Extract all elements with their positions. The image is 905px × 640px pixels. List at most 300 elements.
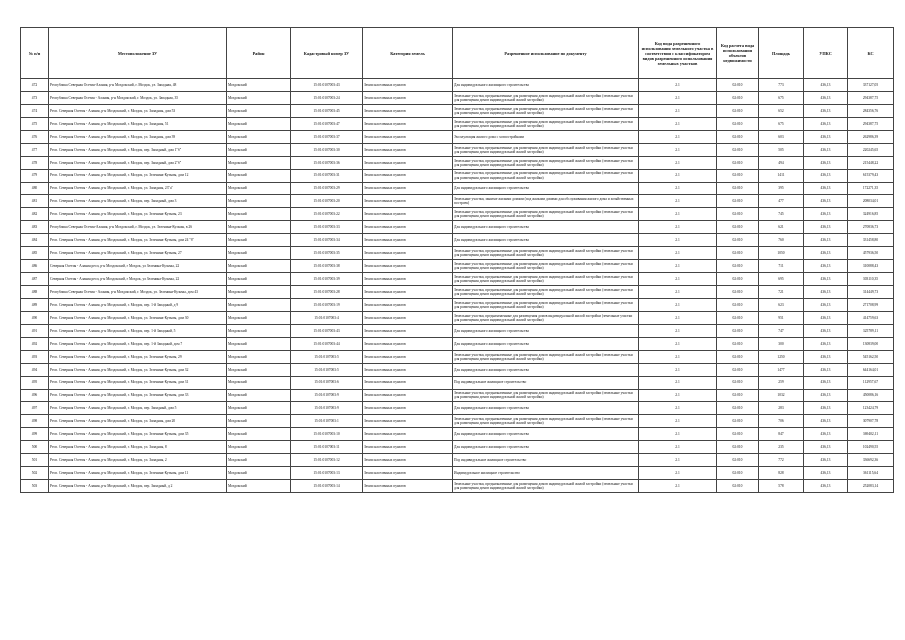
cell-district: Моздокский — [227, 467, 291, 480]
cell-district: Моздокский — [227, 182, 291, 195]
cell-cadastral-number: 15:01:0107003:34 — [291, 234, 363, 247]
cell-number: 496 — [21, 389, 49, 402]
cell-upks: 436,13 — [804, 195, 848, 208]
cell-ks: 414759,63 — [848, 311, 894, 324]
cell-ks: 336692,36 — [848, 454, 894, 467]
table-row — [21, 376, 894, 389]
cell-location: Респ. Северная Осетия - Алания, р-н Моздокский, г. Моздок, пер. Западный, дом 3 — [49, 195, 227, 208]
cell-location: Северная Осетия - Алания респ, р-н Моздокский, г Моздок, ул Зеленина-Кузьмы, 22 — [49, 273, 227, 286]
cell-land-category: Земли населенных пунктов — [363, 389, 453, 402]
cell-ks: 307907,78 — [848, 415, 894, 428]
cell-permitted-use: Под индивидуальное жилищное строительство — [453, 376, 639, 389]
cell-use-code: 2.1 — [639, 234, 717, 247]
document-sheet — [20, 27, 893, 493]
cell-use-code: 2.1 — [639, 79, 717, 92]
cell-use-code: 2.1 — [639, 143, 717, 156]
cell-area: 1032 — [759, 389, 804, 402]
cell-use-code: 2.1 — [639, 337, 717, 350]
cell-upks: 436,13 — [804, 363, 848, 376]
cell-number: 489 — [21, 298, 49, 311]
cell-number: 483 — [21, 221, 49, 234]
cell-district: Моздокский — [227, 221, 291, 234]
cell-area: 847 — [759, 428, 804, 441]
cell-cadastral-number: 15:01:0107003:14 — [291, 480, 363, 493]
cell-permitted-use: Под индивидуальное жилищное строительство — [453, 454, 639, 467]
header-number: № п/п — [21, 28, 49, 79]
cell-use-code: 2.1 — [639, 350, 717, 363]
table-row — [21, 221, 894, 234]
table-row — [21, 337, 894, 350]
cell-cadastral-number: 15:01:0107003:36 — [291, 156, 363, 169]
cell-area: 621 — [759, 221, 804, 234]
cell-number: 479 — [21, 169, 49, 182]
cell-ks: 271708,99 — [848, 298, 894, 311]
cell-upks: 436,13 — [804, 415, 848, 428]
cell-land-category: Земли населенных пунктов — [363, 156, 453, 169]
header-cadastral-number: Кадастровый номер ЗУ — [291, 28, 363, 79]
table-row — [21, 311, 894, 324]
cell-district: Моздокский — [227, 130, 291, 143]
header-ks: КС — [848, 28, 894, 79]
cell-location: Респ. Северная Осетия - Алания, р-н Моздокский, г. Моздок, ул. Зеленина-Кузьмы, дом 24 "б" — [49, 234, 227, 247]
cell-area: 675 — [759, 91, 804, 104]
cell-land-category: Земли населенных пунктов — [363, 195, 453, 208]
cell-location: Республика Северная Осетия - Алания, р-н Моздокский, г. Моздок, ул. Зеленина-Кузьмы, дом 43 — [49, 286, 227, 299]
cell-cadastral-number: 15:01:0107003:9 — [291, 389, 363, 402]
cell-cadastral-number: 15:01:0107003:24 — [291, 91, 363, 104]
cell-area: 477 — [759, 195, 804, 208]
cell-area: 494 — [759, 156, 804, 169]
cell-calc-code: 02:010 — [717, 337, 759, 350]
cell-calc-code: 02:010 — [717, 467, 759, 480]
cell-district: Моздокский — [227, 389, 291, 402]
cell-number: 481 — [21, 195, 49, 208]
table-row — [21, 389, 894, 402]
cell-calc-code: 02:010 — [717, 454, 759, 467]
cell-district: Моздокский — [227, 143, 291, 156]
cell-upks: 436,13 — [804, 350, 848, 363]
cell-calc-code: 02:010 — [717, 415, 759, 428]
cell-land-category: Земли населенных пунктов — [363, 208, 453, 221]
cell-location: Респ. Северная Осетия - Алания, р-н Моздокский, г. Моздок, пер. Западный, дом 2"б" — [49, 156, 227, 169]
cell-location: Респ. Северная Осетия - Алания, р-н Моздокский, г. Моздок, ул. Зеленина-Кузьмы, дом 11 — [49, 467, 227, 480]
cell-area: 706 — [759, 415, 804, 428]
cell-district: Моздокский — [227, 117, 291, 130]
cell-district: Моздокский — [227, 454, 291, 467]
cell-land-category: Земли населенных пунктов — [363, 143, 453, 156]
cell-permitted-use: Для индивидуального жилищного строительства — [453, 402, 639, 415]
cell-use-code: 2.1 — [639, 117, 717, 130]
cell-area: 1050 — [759, 247, 804, 260]
cell-area: 828 — [759, 467, 804, 480]
cell-use-code: 2.1 — [639, 156, 717, 169]
cell-use-code: 2.1 — [639, 182, 717, 195]
cell-ks: 361115,64 — [848, 467, 894, 480]
cell-area: 951 — [759, 311, 804, 324]
cell-use-code: 2.1 — [639, 324, 717, 337]
cell-use-code: 2.1 — [639, 286, 717, 299]
cell-permitted-use: Земельные участки, предназначенные для размещения домов индивидуальной жилой застройки (земельные участки для размещения домов индивидуальной жилой застройки) — [453, 104, 639, 117]
header-land-category: Категория земель — [363, 28, 453, 79]
cell-cadastral-number: 15:01:0107003:6 — [291, 376, 363, 389]
cell-district: Моздокский — [227, 311, 291, 324]
cell-upks: 436,13 — [804, 389, 848, 402]
cell-use-code: 2.1 — [639, 454, 717, 467]
table-row — [21, 182, 894, 195]
cell-permitted-use: Земельные участки, предназначенные для размещения домов индивидуальной жилой застройки (земельные участки для размещения домов индивидуальной жилой застройки) — [453, 480, 639, 493]
cell-district: Моздокский — [227, 298, 291, 311]
cell-area: 773 — [759, 79, 804, 92]
cell-location: Респ. Северная Осетия - Алания, р-н Моздокский, г. Моздок, ул. Зеленина-Кузьмы, дом 35 — [49, 428, 227, 441]
cell-upks: 436,13 — [804, 247, 848, 260]
table-row — [21, 441, 894, 454]
cell-use-code: 2.1 — [639, 311, 717, 324]
cell-area: 395 — [759, 182, 804, 195]
cell-cadastral-number: 15:01:0107003:10 — [291, 428, 363, 441]
cell-district: Моздокский — [227, 402, 291, 415]
cell-calc-code: 02:010 — [717, 376, 759, 389]
cell-location: Республика Северная Осетия-Алания, р-н Моздокский, г. Моздок, ул. Западная, 48 — [49, 79, 227, 92]
cell-location: Респ. Северная Осетия - Алания, р-н Моздокский, г. Моздок, пер. Западный, дом 1"б" — [49, 143, 227, 156]
cell-calc-code: 02:010 — [717, 480, 759, 493]
cell-district: Моздокский — [227, 169, 291, 182]
cell-district: Моздокский — [227, 208, 291, 221]
cell-ks: 615379,43 — [848, 169, 894, 182]
cell-location: Респ. Северная Осетия - Алания, р-н Моздокский, г. Моздок, ул. Западная, 51 — [49, 117, 227, 130]
cell-district: Моздокский — [227, 104, 291, 117]
cell-upks: 436,13 — [804, 130, 848, 143]
cell-use-code: 2.1 — [639, 130, 717, 143]
cell-permitted-use: Земельные участки, предназначенные для размещения домов индивидуальной жилой застройки (земельные участки для размещения домов индивидуальной жилой застройки) — [453, 169, 639, 182]
cell-upks: 436,13 — [804, 311, 848, 324]
table-row — [21, 234, 894, 247]
cell-land-category: Земли населенных пунктов — [363, 260, 453, 273]
cell-use-code: 2.1 — [639, 221, 717, 234]
cell-cadastral-number: 15:01:0107003:13 — [291, 467, 363, 480]
cell-land-category: Земли населенных пунктов — [363, 428, 453, 441]
table-row — [21, 480, 894, 493]
cell-permitted-use: Земельные участки, предназначенные для размещения домов индивидуальной жилой застройки (земельные участки для размещения домов индивидуальной жилой застройки) — [453, 91, 639, 104]
cell-cadastral-number: 15:01:0107003:30 — [291, 143, 363, 156]
cell-land-category: Земли населенных пунктов — [363, 247, 453, 260]
cell-upks: 436,13 — [804, 91, 848, 104]
cell-number: 492 — [21, 337, 49, 350]
cell-cadastral-number: 15:01:0107003:9 — [291, 402, 363, 415]
cell-land-category: Земли населенных пунктов — [363, 91, 453, 104]
cell-cadastral-number: 15:01:0107003:44 — [291, 337, 363, 350]
cell-location: Респ. Северная Осетия - Алания, р-н Моздокский, г. Моздок, ул. Западная, дом 20 — [49, 415, 227, 428]
cell-cadastral-number: 15:01:0107003:43 — [291, 79, 363, 92]
cell-calc-code: 02:010 — [717, 311, 759, 324]
table-row — [21, 91, 894, 104]
cell-cadastral-number: 15:01:0107003:33 — [291, 221, 363, 234]
table-row — [21, 195, 894, 208]
cell-ks: 215448,22 — [848, 156, 894, 169]
cell-district: Моздокский — [227, 79, 291, 92]
cell-ks: 324916,85 — [848, 208, 894, 221]
cell-land-category: Земли населенных пунктов — [363, 169, 453, 182]
cell-permitted-use: Для индивидуального жилищного строительства — [453, 221, 639, 234]
table-row — [21, 467, 894, 480]
table-row — [21, 363, 894, 376]
header-use-code: Код вида разрешенного использования земельного участка в соответствии с классификатором видов разрешенного использования земельных участков — [639, 28, 717, 79]
cell-calc-code: 02:010 — [717, 350, 759, 363]
cell-cadastral-number: 15:01:0107003:29 — [291, 182, 363, 195]
table-row — [21, 104, 894, 117]
cell-permitted-use: Для индивидуального жилищного строительства — [453, 337, 639, 350]
cell-ks: 294387,75 — [848, 91, 894, 104]
cell-land-category: Земли населенных пунктов — [363, 337, 453, 350]
cell-number: 472 — [21, 79, 49, 92]
cell-permitted-use: Для индивидуального жилищного строительства — [453, 363, 639, 376]
cell-upks: 436,13 — [804, 143, 848, 156]
cell-calc-code: 02:010 — [717, 130, 759, 143]
cell-location: Респ. Северная Осетия - Алания, р-н Моздокский, г. Моздок, ул. Зеленина-Кузьмы, дом 12 — [49, 169, 227, 182]
cell-calc-code: 02:010 — [717, 79, 759, 92]
cell-cadastral-number: 15:01:0107003:45 — [291, 104, 363, 117]
cell-upks: 436,13 — [804, 156, 848, 169]
cell-number: 480 — [21, 182, 49, 195]
cell-district: Моздокский — [227, 195, 291, 208]
cell-land-category: Земли населенных пунктов — [363, 286, 453, 299]
cell-district: Моздокский — [227, 363, 291, 376]
cell-area: 675 — [759, 117, 804, 130]
cell-number: 476 — [21, 130, 49, 143]
cell-number: 478 — [21, 156, 49, 169]
cell-area: 1250 — [759, 350, 804, 363]
cell-permitted-use: Индивидуальное жилищное строительство — [453, 467, 639, 480]
cell-cadastral-number: 15:01:0107003:22 — [291, 208, 363, 221]
cell-upks: 436,13 — [804, 298, 848, 311]
table-row — [21, 208, 894, 221]
cell-district: Моздокский — [227, 480, 291, 493]
cell-upks: 436,13 — [804, 480, 848, 493]
cell-district: Моздокский — [227, 91, 291, 104]
header-location: Местоположение ЗУ — [49, 28, 227, 79]
cell-location: Респ. Северная Осетия - Алания, р-н Моздокский, г. Моздок, ул. Западная, 2 — [49, 454, 227, 467]
cell-ks: 303110,35 — [848, 273, 894, 286]
cell-cadastral-number: 15:01:0107003:5 — [291, 350, 363, 363]
cell-permitted-use: Земельные участки, предназначенные для размещения домов индивидуальной жилой застройки (земельные участки для размещения домов индивидуальной жилой застройки) — [453, 143, 639, 156]
cell-use-code: 2.1 — [639, 415, 717, 428]
cell-location: Республика Северная Осетия - Алания, р-н Моздокский, г. Моздок, ул. Западная, 35 — [49, 91, 227, 104]
cadastral-value-table — [20, 27, 894, 493]
cell-land-category: Земли населенных пунктов — [363, 311, 453, 324]
table-row — [21, 79, 894, 92]
header-area: Площадь — [759, 28, 804, 79]
cell-district: Моздокский — [227, 415, 291, 428]
cell-calc-code: 02:010 — [717, 260, 759, 273]
cell-permitted-use: Земельные участки, предназначенные для размещения домов индивидуальной жилой застройки (земельные участки для размещения домов индивидуальной жилой застройки) — [453, 415, 639, 428]
cell-area: 747 — [759, 324, 804, 337]
cell-ks: 294387,75 — [848, 117, 894, 130]
cell-permitted-use: Для индивидуального жилищного строительства — [453, 182, 639, 195]
cell-ks: 123424,79 — [848, 402, 894, 415]
cell-upks: 436,13 — [804, 441, 848, 454]
cell-upks: 436,13 — [804, 273, 848, 286]
cell-upks: 436,13 — [804, 221, 848, 234]
cell-permitted-use: Земельные участки, предназначенные для размещения домов индивидуальной жилой застройки (земельные участки для размещения домов индивидуальной жилой застройки) — [453, 286, 639, 299]
cell-location: Респ. Северная Осетия - Алания, р-н Моздокский, г. Моздок, ул. Западная, 8 — [49, 441, 227, 454]
cell-upks: 436,13 — [804, 454, 848, 467]
cell-area: 1477 — [759, 363, 804, 376]
cell-number: 495 — [21, 376, 49, 389]
cell-permitted-use: Земельные участки, занятые жилыми домами (под жилыми домами для обслуживания жилого дома и хозяйственных построек) — [453, 195, 639, 208]
cell-area: 259 — [759, 376, 804, 389]
cell-use-code: 2.1 — [639, 467, 717, 480]
cell-area: 760 — [759, 234, 804, 247]
cell-number: 490 — [21, 311, 49, 324]
cell-permitted-use: Земельные участки, предназначенные для размещения домов индивидуальной жилой застройки (земельные участки для размещения домов индивидуальной жилой застройки) — [453, 350, 639, 363]
table-row — [21, 415, 894, 428]
cell-calc-code: 02:010 — [717, 389, 759, 402]
cell-upks: 436,13 — [804, 79, 848, 92]
cell-calc-code: 02:010 — [717, 428, 759, 441]
cell-use-code: 2.1 — [639, 402, 717, 415]
cell-use-code: 2.1 — [639, 169, 717, 182]
cell-area: 623 — [759, 298, 804, 311]
cell-use-code: 2.1 — [639, 441, 717, 454]
cell-upks: 436,13 — [804, 260, 848, 273]
cell-land-category: Земли населенных пунктов — [363, 273, 453, 286]
cell-land-category: Земли населенных пунктов — [363, 324, 453, 337]
cell-number: 473 — [21, 91, 49, 104]
cell-ks: 102490,55 — [848, 441, 894, 454]
cell-ks: 331458,80 — [848, 234, 894, 247]
cell-land-category: Земли населенных пунктов — [363, 117, 453, 130]
cell-number: 503 — [21, 480, 49, 493]
cell-calc-code: 02:010 — [717, 195, 759, 208]
cell-permitted-use: Земельные участки, предназначенные для размещения домов индивидуальной жилой застройки (земельные участки для размещения домов индивидуальной жилой застройки) — [453, 117, 639, 130]
cell-land-category: Земли населенных пунктов — [363, 454, 453, 467]
cell-calc-code: 02:010 — [717, 104, 759, 117]
cell-calc-code: 02:010 — [717, 221, 759, 234]
cell-number: 488 — [21, 286, 49, 299]
cell-calc-code: 02:010 — [717, 273, 759, 286]
cell-area: 300 — [759, 337, 804, 350]
cell-cadastral-number: 15:01:0107003:1 — [291, 415, 363, 428]
cell-area: 578 — [759, 480, 804, 493]
cell-ks: 369402,11 — [848, 428, 894, 441]
cell-calc-code: 02:010 — [717, 156, 759, 169]
cell-number: 497 — [21, 402, 49, 415]
cell-land-category: Земли населенных пунктов — [363, 402, 453, 415]
cell-upks: 436,13 — [804, 324, 848, 337]
cell-use-code: 2.1 — [639, 298, 717, 311]
table-row — [21, 428, 894, 441]
table-row — [21, 143, 894, 156]
cell-use-code: 2.1 — [639, 195, 717, 208]
cell-land-category: Земли населенных пунктов — [363, 441, 453, 454]
cell-cadastral-number: 15:01:0107003:39 — [291, 273, 363, 286]
cell-permitted-use: Для индивидуального жилищного строительства — [453, 234, 639, 247]
cell-upks: 436,13 — [804, 337, 848, 350]
table-header-row — [21, 28, 894, 79]
cell-number: 499 — [21, 428, 49, 441]
cell-use-code: 2.1 — [639, 389, 717, 402]
cell-upks: 436,13 — [804, 104, 848, 117]
cell-district: Моздокский — [227, 260, 291, 273]
cell-land-category: Земли населенных пунктов — [363, 104, 453, 117]
cell-upks: 436,13 — [804, 117, 848, 130]
cell-use-code: 2.1 — [639, 428, 717, 441]
cell-area: 283 — [759, 402, 804, 415]
cell-location: Респ. Северная Осетия - Алания, р-н Моздокский, г. Моздок, пер. 1-й Западный, д 9 — [49, 298, 227, 311]
cell-number: 500 — [21, 441, 49, 454]
cell-ks: 172271,35 — [848, 182, 894, 195]
header-permitted-use: Разрешенное использование по документу — [453, 28, 639, 79]
cell-permitted-use: Земельные участки, предназначенные для размещения домов индивидуальной жилой застройки (земельные участки для размещения домов индивидуальной жилой застройки) — [453, 156, 639, 169]
cell-area: 745 — [759, 208, 804, 221]
cell-calc-code: 02:010 — [717, 91, 759, 104]
cell-calc-code: 02:010 — [717, 247, 759, 260]
cell-land-category: Земли населенных пунктов — [363, 234, 453, 247]
cell-number: 484 — [21, 234, 49, 247]
cell-number: 485 — [21, 247, 49, 260]
cell-location: Респ. Северная Осетия - Алания, р-н Моздокский, г. Моздок, ул. Зеленина-Кузьмы, 27 — [49, 247, 227, 260]
cell-ks: 644164,01 — [848, 363, 894, 376]
cell-ks: 314449,73 — [848, 286, 894, 299]
cell-calc-code: 02:010 — [717, 402, 759, 415]
cell-cadastral-number: 15:01:0107003:4 — [291, 311, 363, 324]
cell-ks: 130839,00 — [848, 337, 894, 350]
cell-location: Респ. Северная Осетия - Алания, р-н Моздокский, г. Моздок, ул. Зеленина-Кузьмы, дом 31 — [49, 376, 227, 389]
cell-permitted-use: Земельные участки, предназначенные для размещения домов индивидуальной жилой застройки (земельные участки для размещения домов индивидуальной жилой застройки) — [453, 247, 639, 260]
cell-area: 711 — [759, 260, 804, 273]
cell-land-category: Земли населенных пунктов — [363, 376, 453, 389]
cell-calc-code: 02:010 — [717, 143, 759, 156]
cell-number: 498 — [21, 415, 49, 428]
cell-area: 721 — [759, 286, 804, 299]
cell-use-code: 2.1 — [639, 104, 717, 117]
cell-permitted-use: Для индивидуального жилищного строительства — [453, 79, 639, 92]
cell-calc-code: 02:010 — [717, 182, 759, 195]
table-body — [21, 79, 894, 493]
cell-ks: 337127,05 — [848, 79, 894, 92]
cell-district: Моздокский — [227, 441, 291, 454]
cell-number: 486 — [21, 260, 49, 273]
cell-land-category: Земли населенных пунктов — [363, 79, 453, 92]
cell-land-category: Земли населенных пунктов — [363, 467, 453, 480]
cell-number: 475 — [21, 117, 49, 130]
cell-district: Моздокский — [227, 286, 291, 299]
cell-use-code: 2.1 — [639, 376, 717, 389]
cell-location: Северная Осетия - Алания респ, р-н Моздокский, г Моздок, ул Зеленина-Кузьмы, 22 — [49, 260, 227, 273]
cell-land-category: Земли населенных пунктов — [363, 298, 453, 311]
cell-district: Моздокский — [227, 324, 291, 337]
cell-location: Респ. Северная Осетия - Алания, р-н Моздокский, г. Моздок, ул. Западная, дом 39 — [49, 130, 227, 143]
cell-area: 652 — [759, 104, 804, 117]
cell-district: Моздокский — [227, 428, 291, 441]
cell-permitted-use: Земельные участки, предназначенные для размещения домов индивидуальной жилой застройки (земельные участки для размещения домов индивидуальной жилой застройки) — [453, 208, 639, 221]
cell-location: Респ. Северная Осетия - Алания, р-н Моздокский, г. Моздок, пер. 1-й Западный, 5 — [49, 324, 227, 337]
cell-location: Республика Северная Осетия-Алания, р-н Моздокский, г. Моздок, ул. Зеленина-Кузьмы, в 26 — [49, 221, 227, 234]
cell-cadastral-number: 15:01:0107003:31 — [291, 169, 363, 182]
cell-calc-code: 02:010 — [717, 169, 759, 182]
table-row — [21, 454, 894, 467]
cell-use-code: 2.1 — [639, 208, 717, 221]
table-row — [21, 402, 894, 415]
header-upks: УПКС — [804, 28, 848, 79]
header-district: Район — [227, 28, 291, 79]
cell-district: Моздокский — [227, 376, 291, 389]
cell-number: 501 — [21, 454, 49, 467]
cell-cadastral-number: 15:01:0107003:20 — [291, 195, 363, 208]
cell-number: 502 — [21, 467, 49, 480]
cell-ks: 545162,50 — [848, 350, 894, 363]
cell-ks: 270836,73 — [848, 221, 894, 234]
cell-permitted-use: Эксплуатация жилого дома с хозпостройками — [453, 130, 639, 143]
